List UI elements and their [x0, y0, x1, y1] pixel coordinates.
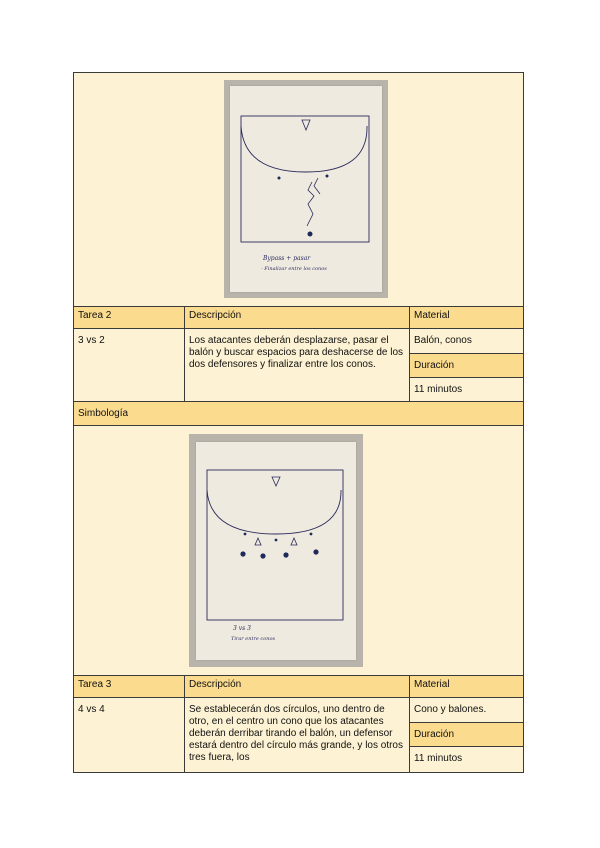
task2-material-header: Material	[409, 306, 524, 329]
task2-image-cell	[73, 72, 524, 307]
task2-sketch-photo	[224, 80, 388, 298]
task2-material-value: Balón, conos	[409, 328, 524, 354]
task2-description-header: Descripción	[184, 306, 410, 329]
task3-description-header: Descripción	[184, 675, 410, 698]
task3-description: Se establecerán dos círculos, uno dentro de otro, en el centro un cono que los atacantes deberán derribar tirando el balón, un defensor estará dentro del círculo más grande, y los otros tres fuera, los	[184, 697, 410, 773]
task3-material-header: Material	[409, 675, 524, 698]
sketch-caption-2: Tirar entre conos	[231, 636, 276, 642]
symbology-header: Simbología	[73, 401, 524, 426]
task3-court-drawing	[196, 442, 356, 660]
task2-task-value: 3 vs 2	[73, 328, 185, 402]
task3-duration-value: 11 minutos	[409, 746, 524, 773]
task2-duration-value: 11 minutos	[409, 377, 524, 402]
sketch-paper	[196, 442, 356, 660]
task2-court-drawing	[230, 86, 382, 292]
task3-sketch-photo	[189, 434, 363, 667]
sketch-caption-1: 3 vs 3	[233, 625, 251, 632]
task2-duration-label: Duración	[409, 353, 524, 378]
task3-image-cell	[73, 425, 524, 676]
task3-task-value: 4 vs 4	[73, 697, 185, 773]
task2-task-header: Tarea 2	[73, 306, 185, 329]
task2-description: Los atacantes deberán desplazarse, pasar el balón y buscar espacios para deshacerse de los dos defensores y finalizar entre los conos.	[184, 328, 410, 402]
task3-task-header: Tarea 3	[73, 675, 185, 698]
task3-duration-label: Duración	[409, 722, 524, 747]
sketch-caption-1: Bypass + pasar	[263, 255, 311, 262]
task3-material-value: Cono y balones.	[409, 697, 524, 723]
sketch-paper	[230, 86, 382, 292]
sketch-caption-2: - Finalizar entre los conos	[261, 266, 327, 272]
